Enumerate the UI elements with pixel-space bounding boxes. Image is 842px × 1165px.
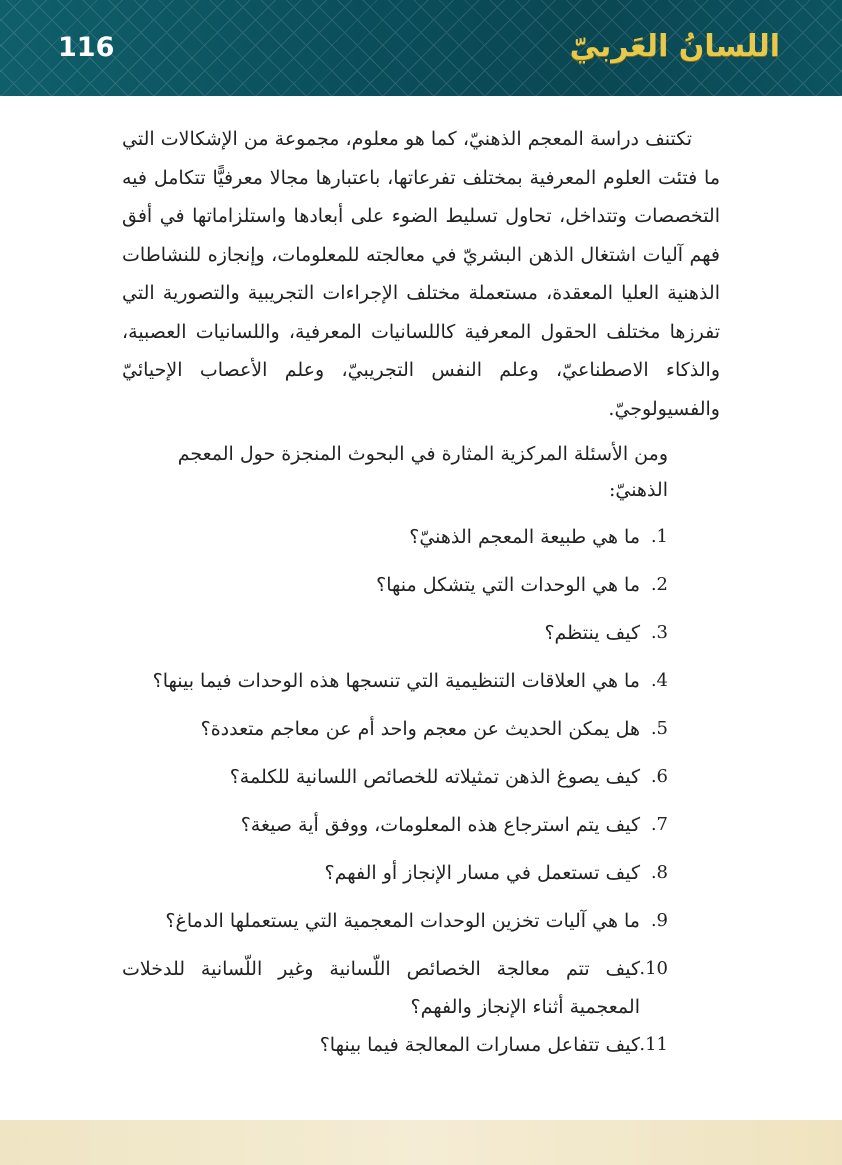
questions-list	[122, 518, 720, 1074]
list-item	[122, 710, 668, 758]
question-number: 7.	[650, 814, 668, 835]
list-item	[122, 854, 668, 902]
list-item	[122, 902, 668, 950]
list-item	[122, 1026, 668, 1074]
list-item	[122, 566, 668, 614]
page-footer	[0, 1120, 842, 1165]
question-text: كيف تستعمل في مسار الإنجاز أو الفهم؟	[324, 862, 640, 884]
question-number: 1.	[650, 526, 668, 547]
question-number: 11.	[639, 1034, 668, 1055]
list-item	[122, 806, 668, 854]
page-header	[0, 0, 842, 96]
question-text: ما هي طبيعة المعجم الذهنيّ؟	[409, 526, 640, 548]
question-text: ما هي آليات تخزين الوحدات المعجمية التي يستعملها الدماغ؟	[165, 910, 640, 932]
list-item	[122, 950, 668, 1026]
page-content	[122, 120, 720, 1074]
question-number: 6.	[650, 766, 668, 787]
page-number: 116	[58, 32, 115, 63]
question-text: كيف ينتظم؟	[544, 622, 640, 644]
question-number: 4.	[650, 670, 668, 691]
question-number: 5.	[650, 718, 668, 739]
journal-logo: اللسانُ العَربيّ	[569, 29, 780, 64]
questions-lead: ومن الأسئلة المركزية المثارة في البحوث المنجزة حول المعجم الذهنيّ:	[177, 443, 668, 501]
question-text: ما هي العلاقات التنظيمية التي تنسجها هذه الوحدات فيما بينها؟	[152, 670, 640, 692]
question-number: 3.	[650, 622, 668, 643]
list-item	[122, 614, 668, 662]
question-text: كيف تتفاعل مسارات المعالجة فيما بينها؟	[319, 1034, 640, 1056]
question-text: هل يمكن الحديث عن معجم واحد أم عن معاجم متعددة؟	[200, 718, 640, 740]
question-number: 8.	[650, 862, 668, 883]
list-item	[122, 662, 668, 710]
question-text: ما هي الوحدات التي يتشكل منها؟	[376, 574, 640, 596]
list-item	[122, 518, 668, 566]
list-item	[122, 758, 668, 806]
question-number: 10.	[639, 958, 668, 979]
question-number: 2.	[650, 574, 668, 595]
question-number: 9.	[650, 910, 668, 931]
question-text: كيف يتم استرجاع هذه المعلومات، ووفق أية صيغة؟	[240, 814, 640, 836]
intro-paragraph: تكتنف دراسة المعجم الذهنيّ، كما هو معلوم، مجموعة من الإشكالات التي ما فتئت العلوم المعرفية بمختلف تفرعاتها، باعتبارها مجالا معرفيًّا تتكامل فيه التخصصات وتتداخل، تحاول تسليط الضوء على أبعادها واستلزاماتها في أفق فهم آليات اشتغال الذهن البشريّ في معالجته للمعلومات، وإنجازه للنشاطات الذهنية العليا المعقدة، مستعملة مختلف الإجراءات التجريبية والتصورية التي تفرزها مختلف الحقول المعرفية كاللسانيات المعرفية، واللسانيات العصبية، والذكاء الاصطناعيّ، وعلم النفس التجريبيّ، وعلم الأعصاب الإحيائيّ والفسيولوجيّ.	[122, 128, 720, 420]
question-text: كيف يصوغ الذهن تمثيلاته للخصائص اللسانية للكلمة؟	[229, 766, 640, 788]
question-text: كيف تتم معالجة الخصائص اللّسانية وغير اللّسانية للدخلات المعجمية أثناء الإنجاز والفهم؟	[122, 958, 640, 1018]
